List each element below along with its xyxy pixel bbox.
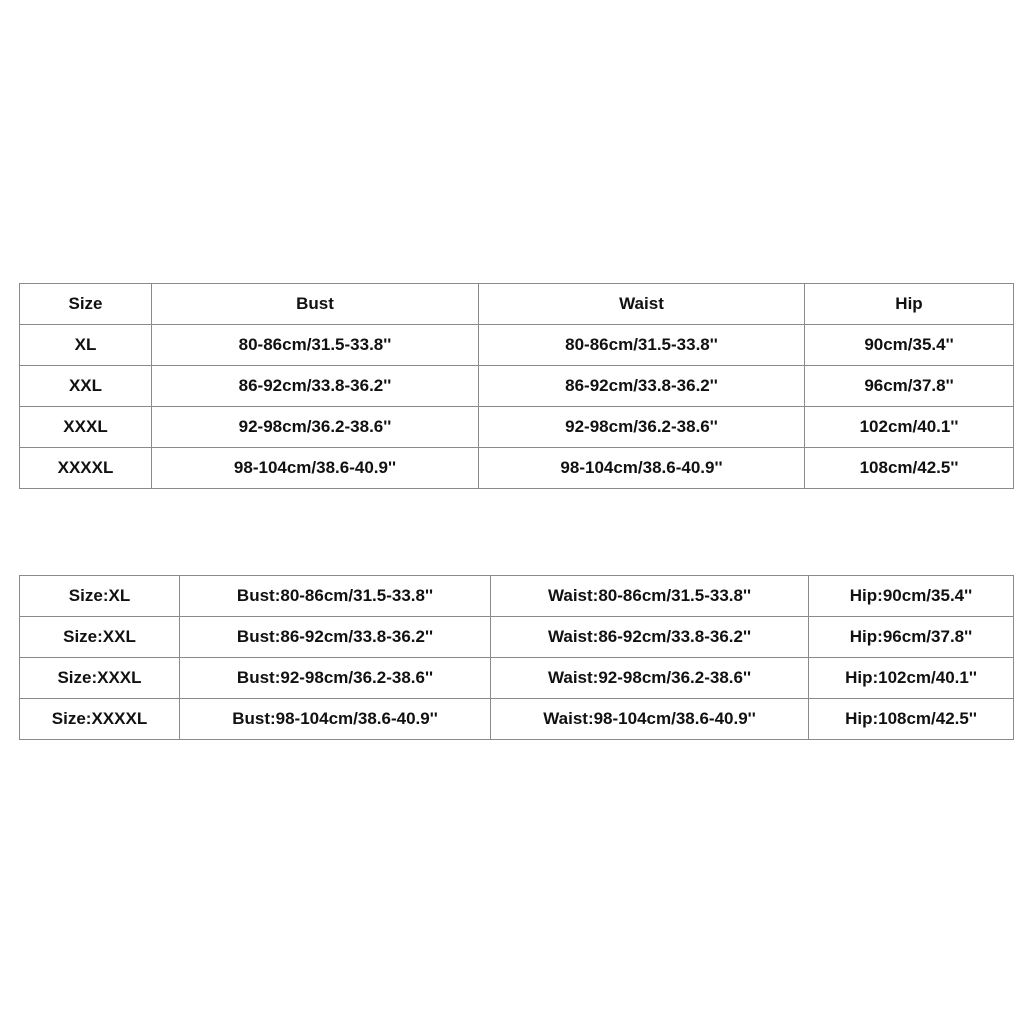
waist-cell: 92-98cm/36.2-38.6'' <box>479 407 805 448</box>
size-cell: Size:XXXXL <box>20 699 180 740</box>
bust-cell: 86-92cm/33.8-36.2'' <box>152 366 479 407</box>
bust-cell: 80-86cm/31.5-33.8'' <box>152 325 479 366</box>
hip-cell: 102cm/40.1'' <box>805 407 1014 448</box>
waist-cell: Waist:86-92cm/33.8-36.2'' <box>491 617 809 658</box>
bust-cell: Bust:92-98cm/36.2-38.6'' <box>180 658 491 699</box>
hip-cell: 96cm/37.8'' <box>805 366 1014 407</box>
hip-cell: Hip:90cm/35.4'' <box>809 576 1014 617</box>
hip-cell: 108cm/42.5'' <box>805 448 1014 489</box>
size-cell: XXXXL <box>20 448 152 489</box>
hip-cell: 90cm/35.4'' <box>805 325 1014 366</box>
size-cell: Size:XL <box>20 576 180 617</box>
header-waist: Waist <box>479 284 805 325</box>
table-row <box>20 658 1014 699</box>
waist-cell: 98-104cm/38.6-40.9'' <box>479 448 805 489</box>
size-cell: XXXL <box>20 407 152 448</box>
bust-cell: Bust:86-92cm/33.8-36.2'' <box>180 617 491 658</box>
waist-cell: 86-92cm/33.8-36.2'' <box>479 366 805 407</box>
header-hip: Hip <box>805 284 1014 325</box>
bust-cell: 92-98cm/36.2-38.6'' <box>152 407 479 448</box>
bust-cell: Bust:98-104cm/38.6-40.9'' <box>180 699 491 740</box>
size-chart-table <box>19 283 1014 489</box>
size-cell: Size:XXXL <box>20 658 180 699</box>
table-header-row <box>20 284 1014 325</box>
waist-cell: Waist:80-86cm/31.5-33.8'' <box>491 576 809 617</box>
size-cell: XL <box>20 325 152 366</box>
header-bust: Bust <box>152 284 479 325</box>
table-row <box>20 617 1014 658</box>
waist-cell: 80-86cm/31.5-33.8'' <box>479 325 805 366</box>
bust-cell: 98-104cm/38.6-40.9'' <box>152 448 479 489</box>
table-row <box>20 366 1014 407</box>
table-row <box>20 448 1014 489</box>
bust-cell: Bust:80-86cm/31.5-33.8'' <box>180 576 491 617</box>
table-row <box>20 407 1014 448</box>
hip-cell: Hip:108cm/42.5'' <box>809 699 1014 740</box>
waist-cell: Waist:98-104cm/38.6-40.9'' <box>491 699 809 740</box>
header-size: Size <box>20 284 152 325</box>
size-cell: Size:XXL <box>20 617 180 658</box>
table-row <box>20 699 1014 740</box>
table-row <box>20 325 1014 366</box>
table-row <box>20 576 1014 617</box>
hip-cell: Hip:102cm/40.1'' <box>809 658 1014 699</box>
size-chart-labeled-table <box>19 575 1014 740</box>
size-cell: XXL <box>20 366 152 407</box>
waist-cell: Waist:92-98cm/36.2-38.6'' <box>491 658 809 699</box>
hip-cell: Hip:96cm/37.8'' <box>809 617 1014 658</box>
